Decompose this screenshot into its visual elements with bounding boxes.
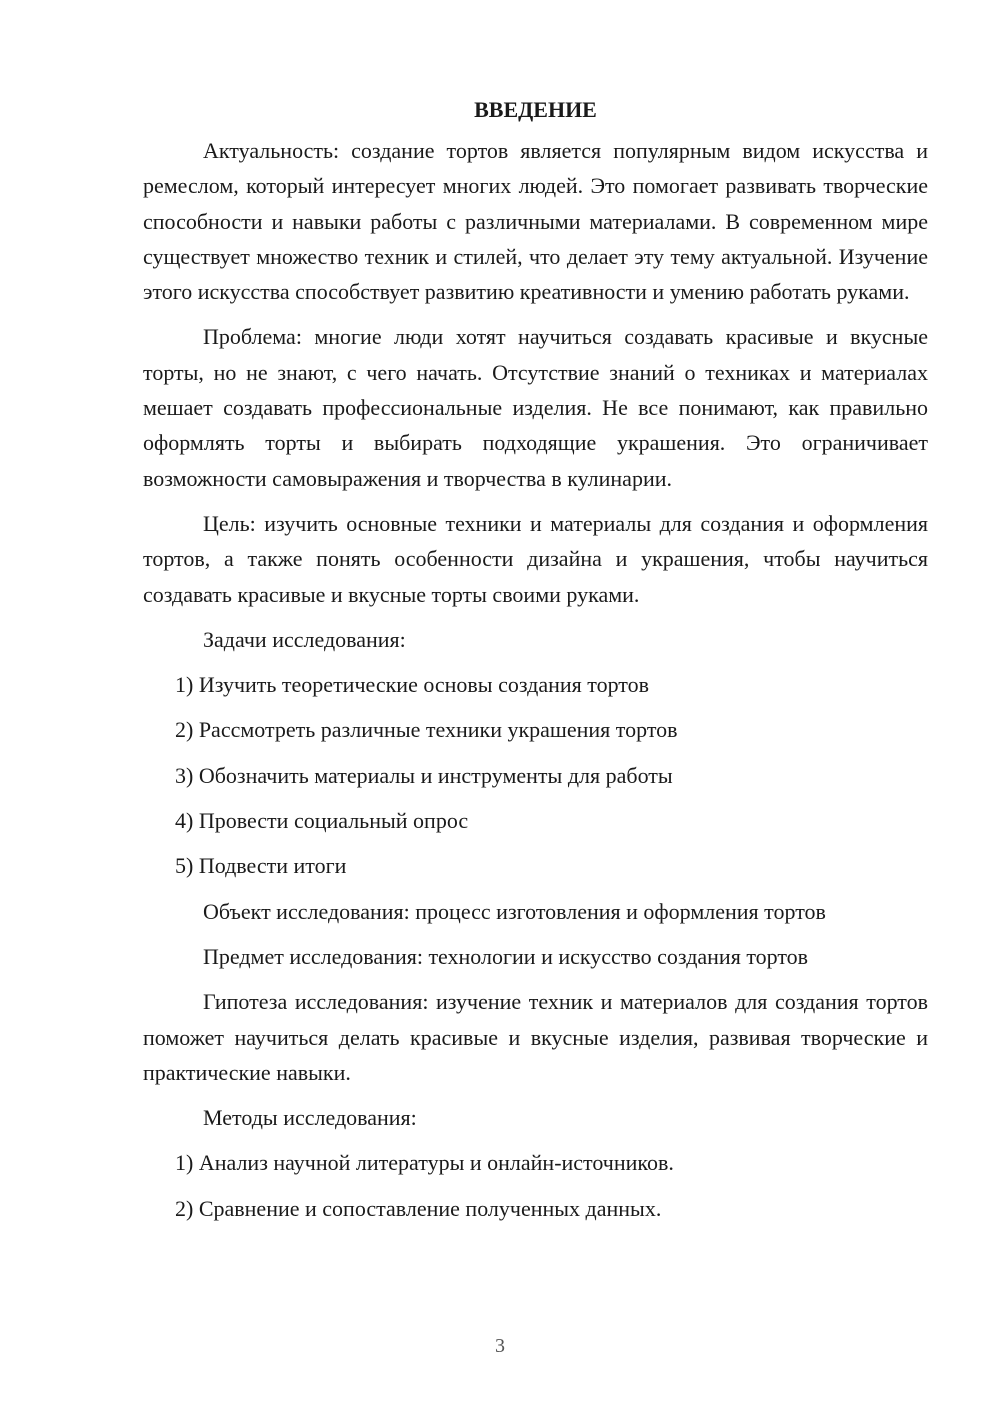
relevance-paragraph: Актуальность: создание тортов является популярным видом искусства и ремеслом, который интересует многих людей. Это помогает развивать творческие способности и навыки работы с различными материалами. В современном мире существует множество техник и стилей, что делает эту тему актуальной. Изучение этого искусства способствует развитию креативности и умению работать руками. <box>143 138 928 305</box>
goal-paragraph: Цель: изучить основные техники и материалы для создания и оформления тортов, а также понять особенности дизайна и украшения, чтобы научиться создавать красивые и вкусные торты своими руками. <box>143 510 928 607</box>
task-item: 5) Подвести итоги <box>175 853 347 879</box>
hypothesis-paragraph: Гипотеза исследования: изучение техник и материалов для создания тортов поможет научиться делать красивые и вкусные изделия, развивая творческие и практические навыки. <box>143 989 928 1085</box>
task-item: 1) Изучить теоретические основы создания тортов <box>175 672 650 698</box>
task-item: 4) Провести социальный опрос <box>175 808 469 834</box>
methods-list <box>143 1145 928 1226</box>
document-title: ВВЕДЕНИЕ <box>474 97 597 122</box>
research-subject: Предмет исследования: технологии и искусство создания тортов <box>203 943 809 969</box>
task-item: 2) Рассмотреть различные техники украшения тортов <box>175 717 678 743</box>
tasks-heading: Задачи исследования: <box>203 626 406 652</box>
problem-paragraph: Проблема: многие люди хотят научиться создавать красивые и вкусные торты, но не знают, с чего начать. Отсутствие знаний о техниках и материалах мешает создавать профессиональные изделия. Не все понимают, как правильно оформлять торты и выбирать подходящие украшения. Это ограничивает возможности самовыражения и творчества в кулинарии. <box>143 324 928 491</box>
method-item: 2) Сравнение и сопоставление полученных данных. <box>175 1195 662 1221</box>
methods-heading: Методы исследования: <box>203 1105 417 1131</box>
document-page <box>143 92 928 1236</box>
page-number: 3 <box>495 1335 505 1357</box>
research-object: Объект исследования: процесс изготовления и оформления тортов <box>203 898 826 924</box>
task-item: 3) Обозначить материалы и инструменты для работы <box>175 762 673 788</box>
method-item: 1) Анализ научной литературы и онлайн-источников. <box>175 1150 674 1176</box>
tasks-list <box>143 667 928 883</box>
